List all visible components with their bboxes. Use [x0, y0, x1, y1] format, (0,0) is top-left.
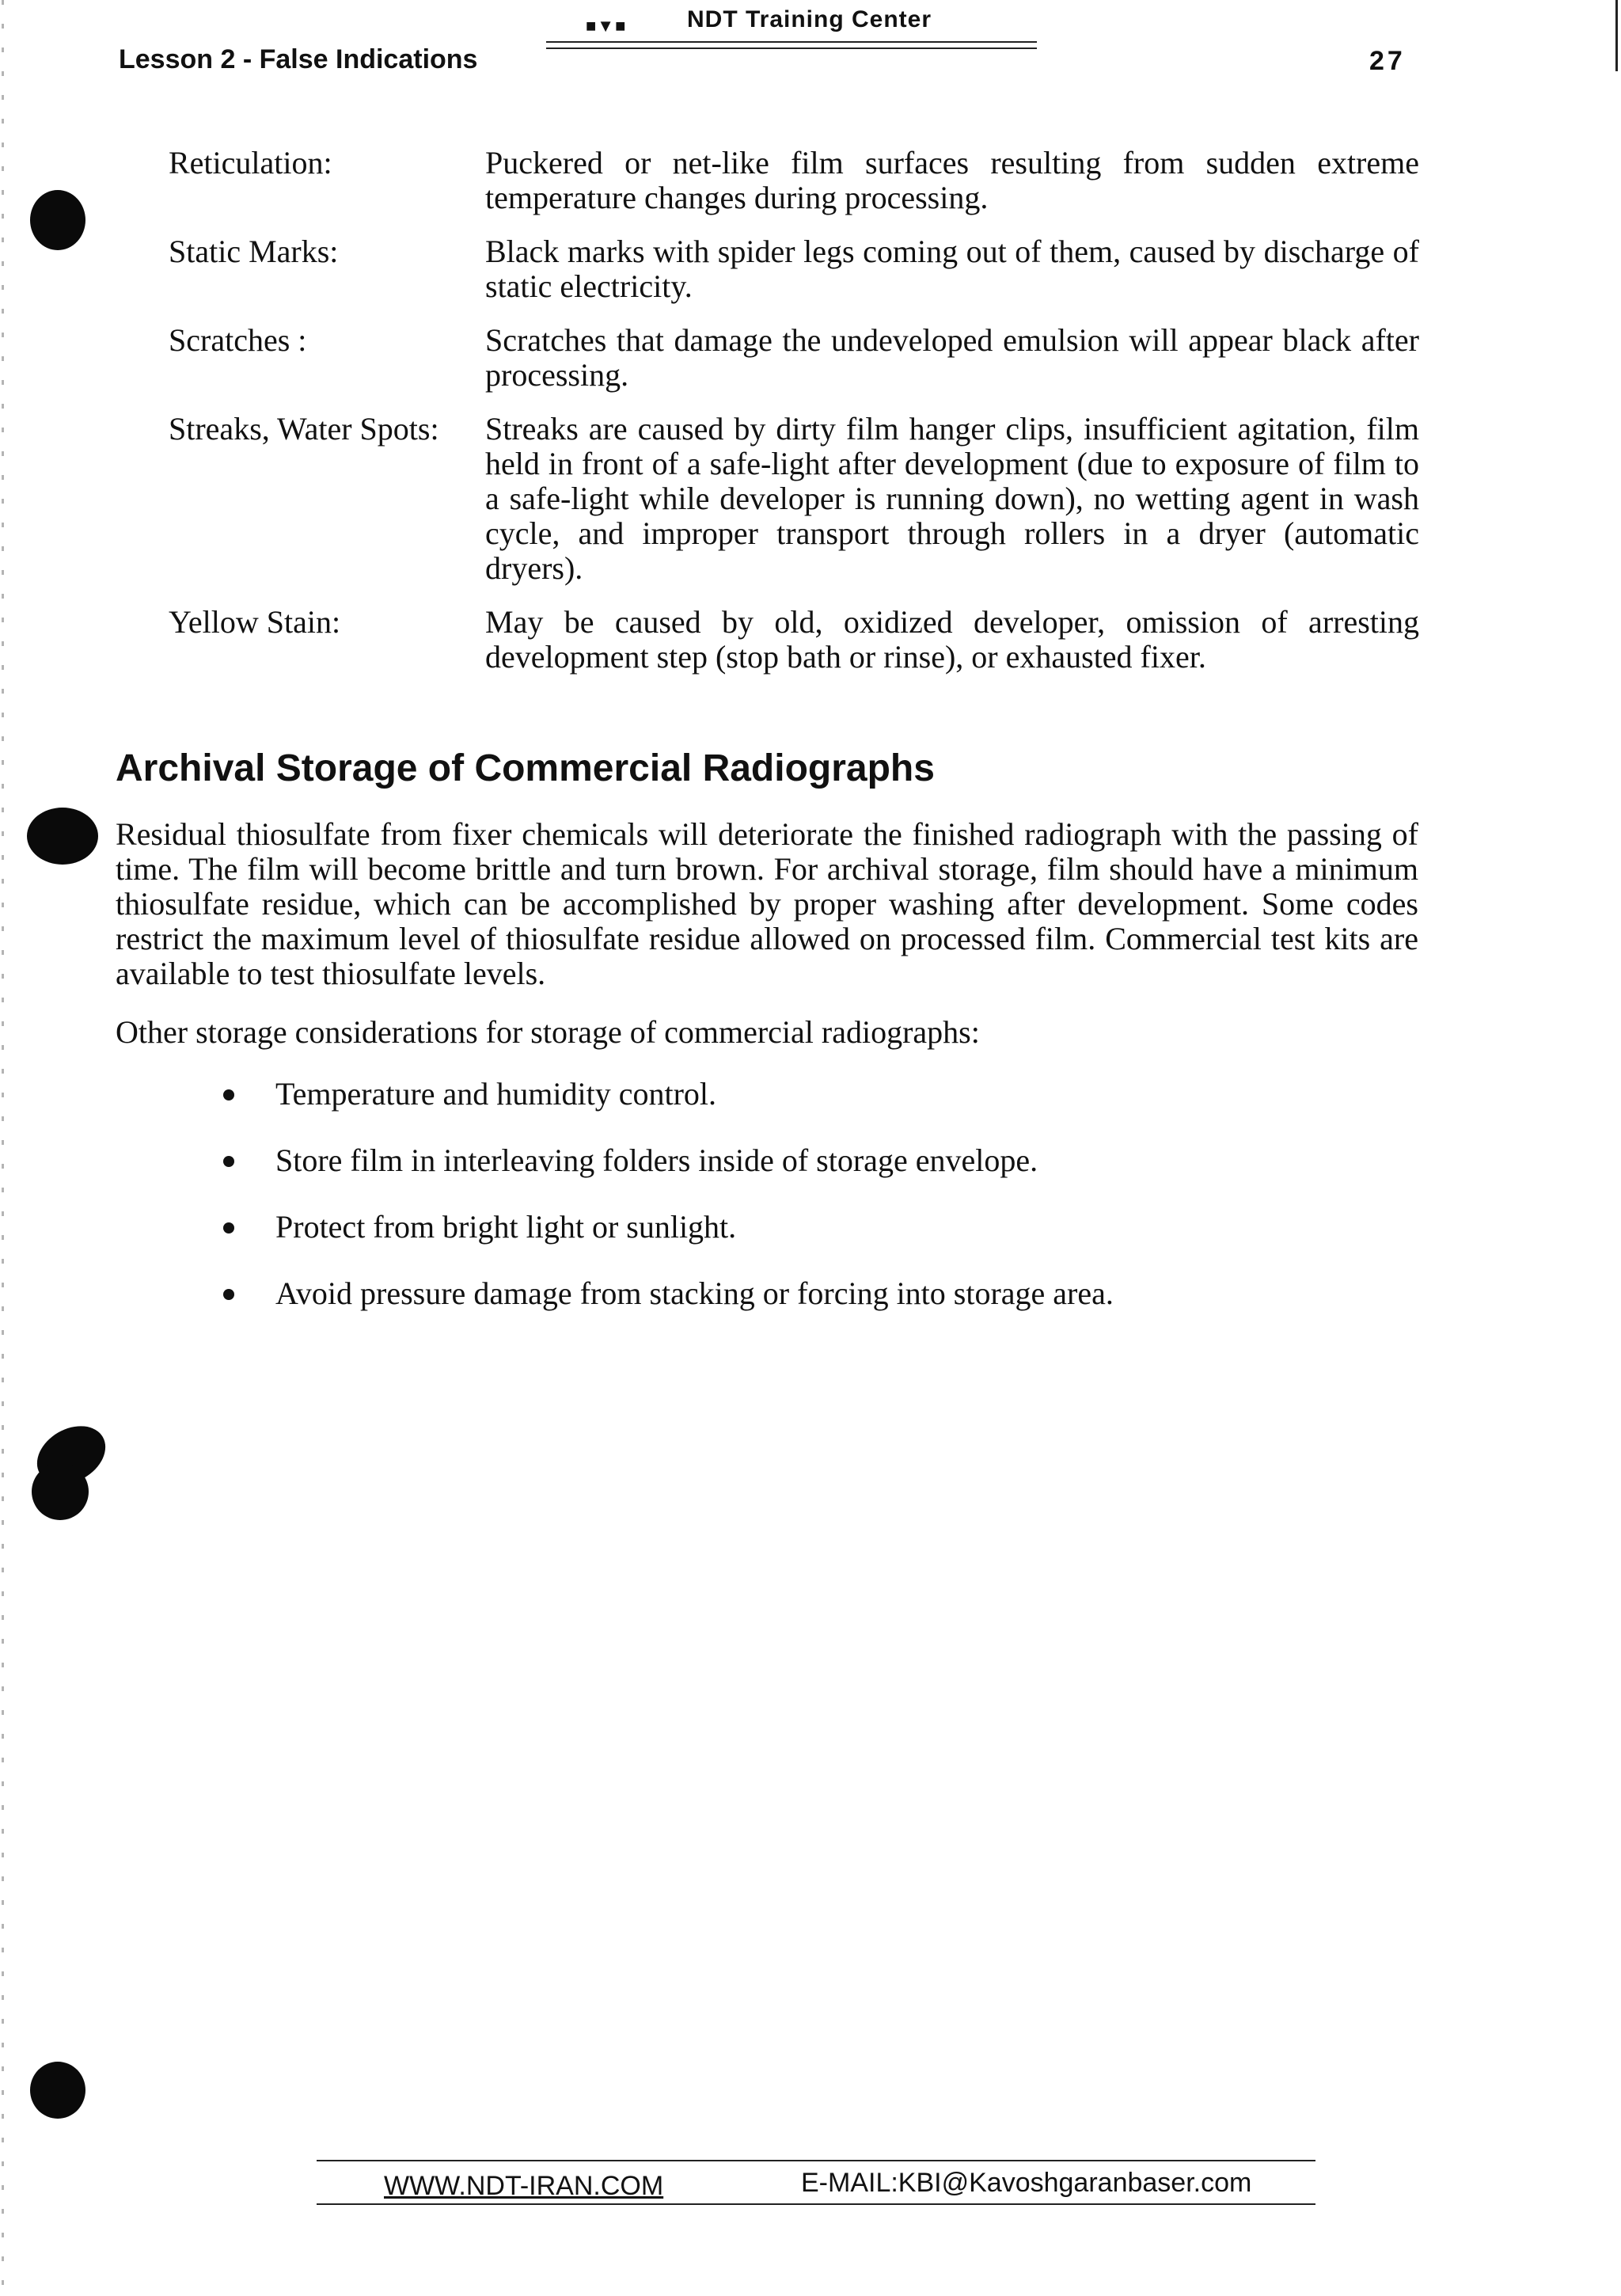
footer-email: E-MAIL:KBI@Kavoshgaranbaser.com [801, 2168, 1252, 2198]
section-paragraph: Residual thiosulfate from fixer chemicals will deteriorate the finished radiograph with the passing of time. The film will become brittle and turn brown. For archival storage, film should have a minimum thiosulfate residue, which can be accomplished by proper washing after development. Some codes restrict the maximum level of thiosulfate residue allowed on processed film. Commercial test kits are available to test thiosulfate levels. [116, 816, 1418, 991]
list-item-text: Avoid pressure damage from stacking or forcing into storage area. [275, 1275, 1114, 1311]
definition-description: Streaks are caused by dirty film hanger clips, insufficient agitation, film held in front of a safe-light after development (due to exposure of film to a safe-light while developer is running down), no wetting agent in wash cycle, and improper transport through rollers in a dryer (automatic dryers). [485, 411, 1419, 586]
section-heading: Archival Storage of Commercial Radiographs [116, 747, 935, 789]
scan-edge [2, 0, 4, 2296]
bullet-icon [223, 1156, 234, 1167]
punch-hole [30, 190, 85, 250]
definition-term: Yellow Stain: [169, 604, 341, 640]
footer-rule [317, 2160, 1315, 2161]
definition-description: Scratches that damage the undeveloped emulsion will appear black after processing. [485, 322, 1419, 393]
punch-hole [27, 808, 98, 865]
definition-row [169, 412, 1419, 586]
lesson-title: Lesson 2 - False Indications [119, 44, 478, 74]
list-item-text: Protect from bright light or sunlight. [275, 1209, 737, 1245]
bullet-icon [223, 1222, 234, 1234]
list-item [214, 1210, 1401, 1245]
list-item [214, 1276, 1401, 1311]
definition-row [169, 234, 1419, 304]
list-item-text: Store film in interleaving folders inside of storage envelope. [275, 1142, 1038, 1178]
section-paragraph: Other storage considerations for storage of commercial radiographs: [116, 1014, 980, 1050]
definition-list [169, 146, 1419, 694]
definition-term: Streaks, Water Spots: [169, 411, 439, 447]
definition-term: Reticulation: [169, 145, 332, 181]
definition-description: Puckered or net-like film surfaces resulting from sudden extreme temperature changes during processing. [485, 145, 1419, 215]
definition-term: Scratches : [169, 322, 307, 358]
definition-description: Black marks with spider legs coming out of them, caused by discharge of static electricity. [485, 234, 1419, 304]
header-title: NDT Training Center [687, 6, 932, 32]
definition-row [169, 146, 1419, 215]
footer-website-link[interactable]: WWW.NDT-IRAN.COM [384, 2171, 664, 2201]
definition-row [169, 323, 1419, 393]
definition-term: Static Marks: [169, 234, 339, 269]
list-item [214, 1143, 1401, 1178]
definition-description: May be caused by old, oxidized developer, omission of arresting development step (stop bath or rinse), or exhausted fixer. [485, 604, 1419, 675]
punch-hole [30, 2062, 85, 2119]
list-item [214, 1077, 1401, 1112]
bullet-icon [223, 1289, 234, 1300]
bullet-list [214, 1077, 1401, 1343]
scan-edge-right [1615, 0, 1618, 71]
footer-rule [317, 2203, 1315, 2205]
header-rule [546, 41, 1037, 49]
header-logo: ■▼■ [586, 16, 627, 36]
list-item-text: Temperature and humidity control. [275, 1076, 717, 1112]
punch-hole [32, 1463, 89, 1520]
definition-row [169, 605, 1419, 675]
bullet-icon [223, 1089, 234, 1100]
page-number: 27 [1369, 46, 1406, 76]
